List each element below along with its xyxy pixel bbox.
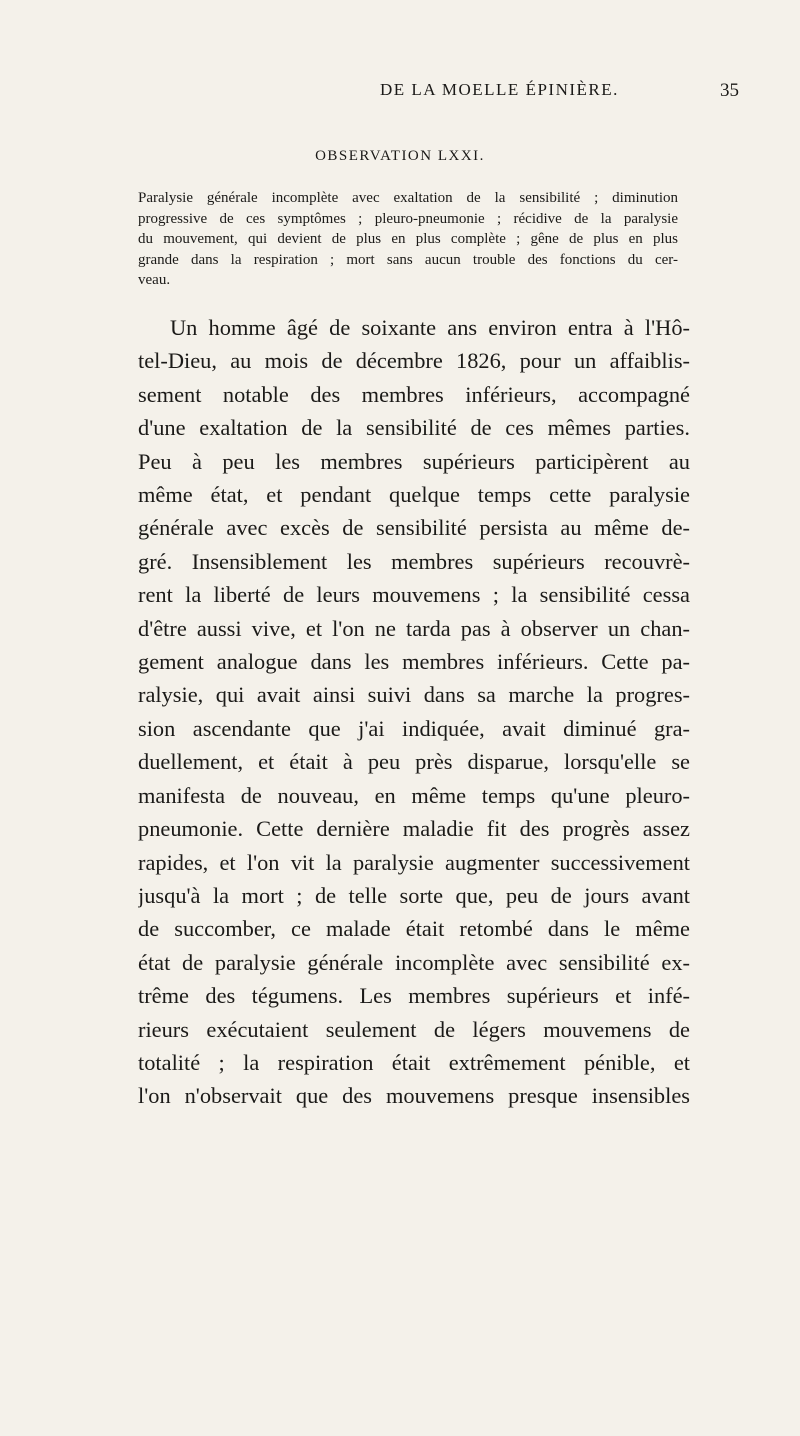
page-number: 35 [720, 80, 739, 101]
summary-line: grande dans la respiration ; mort sans aucun trouble des fonctions du cer- [138, 251, 678, 268]
body-line: gré. Insensiblement les membres supérieurs recouvrè- [138, 548, 690, 574]
body-line: Peu à peu les membres supérieurs participèrent au [138, 448, 690, 474]
body-line: d'une exaltation de la sensibilité de ces mêmes parties. [138, 415, 690, 441]
observation-summary [138, 188, 678, 291]
body-line: ralysie, qui avait ainsi suivi dans sa marche la progres- [138, 682, 690, 708]
body-line: de succomber, ce malade était retombé dans le même [138, 916, 690, 942]
body-line: l'on n'observait que des mouvemens presque insensibles [138, 1083, 690, 1109]
summary-line: Paralysie générale incomplète avec exaltation de la sensibilité ; diminution [138, 190, 678, 206]
body-line: manifesta de nouveau, en même temps qu'une pleuro- [138, 782, 690, 808]
body-line: sion ascendante que j'ai indiquée, avait diminué gra- [138, 715, 690, 741]
body-line: d'être aussi vive, et l'on ne tarda pas à observer un chan- [138, 615, 690, 641]
case-narrative [138, 311, 690, 1113]
body-line: état de paralysie générale incomplète avec sensibilité ex- [138, 949, 690, 975]
body-line: gement analogue dans les membres inférieurs. Cette pa- [138, 649, 690, 675]
body-line: rent la liberté de leurs mouvemens ; la sensibilité cessa [138, 582, 690, 608]
body-line: même état, et pendant quelque temps cette paralysie [138, 482, 690, 508]
body-line: sement notable des membres inférieurs, accompagné [138, 381, 690, 407]
summary-line: veau. [138, 272, 171, 289]
body-line: rieurs exécutaient seulement de légers mouvemens de [138, 1016, 690, 1042]
running-head: DE LA MOELLE ÉPINIÈRE. [380, 80, 619, 99]
summary-line: progressive de ces symptômes ; pleuro-pneumonie ; récidive de la paralysie [138, 210, 678, 227]
body-line: trême des tégumens. Les membres supérieurs et infé- [138, 983, 690, 1009]
body-line: Un homme âgé de soixante ans environ entra à l'Hô- [170, 315, 690, 340]
body-line: totalité ; la respiration était extrêmement pénible, et [138, 1049, 690, 1075]
body-line: rapides, et l'on vit la paralysie augmenter successivement [138, 849, 690, 875]
body-line: duellement, et était à peu près disparue, lorsqu'elle se [138, 749, 690, 775]
body-line: jusqu'à la mort ; de telle sorte que, peu de jours avant [138, 882, 690, 908]
body-line: pneumonie. Cette dernière maladie fit des progrès assez [138, 816, 690, 842]
body-line: générale avec excès de sensibilité persista au même de- [138, 515, 690, 541]
summary-line: du mouvement, qui devient de plus en plus complète ; gêne de plus en plus [138, 231, 678, 248]
observation-title: OBSERVATION LXXI. [315, 148, 485, 164]
body-line: tel-Dieu, au mois de décembre 1826, pour un affaiblis- [138, 348, 690, 374]
